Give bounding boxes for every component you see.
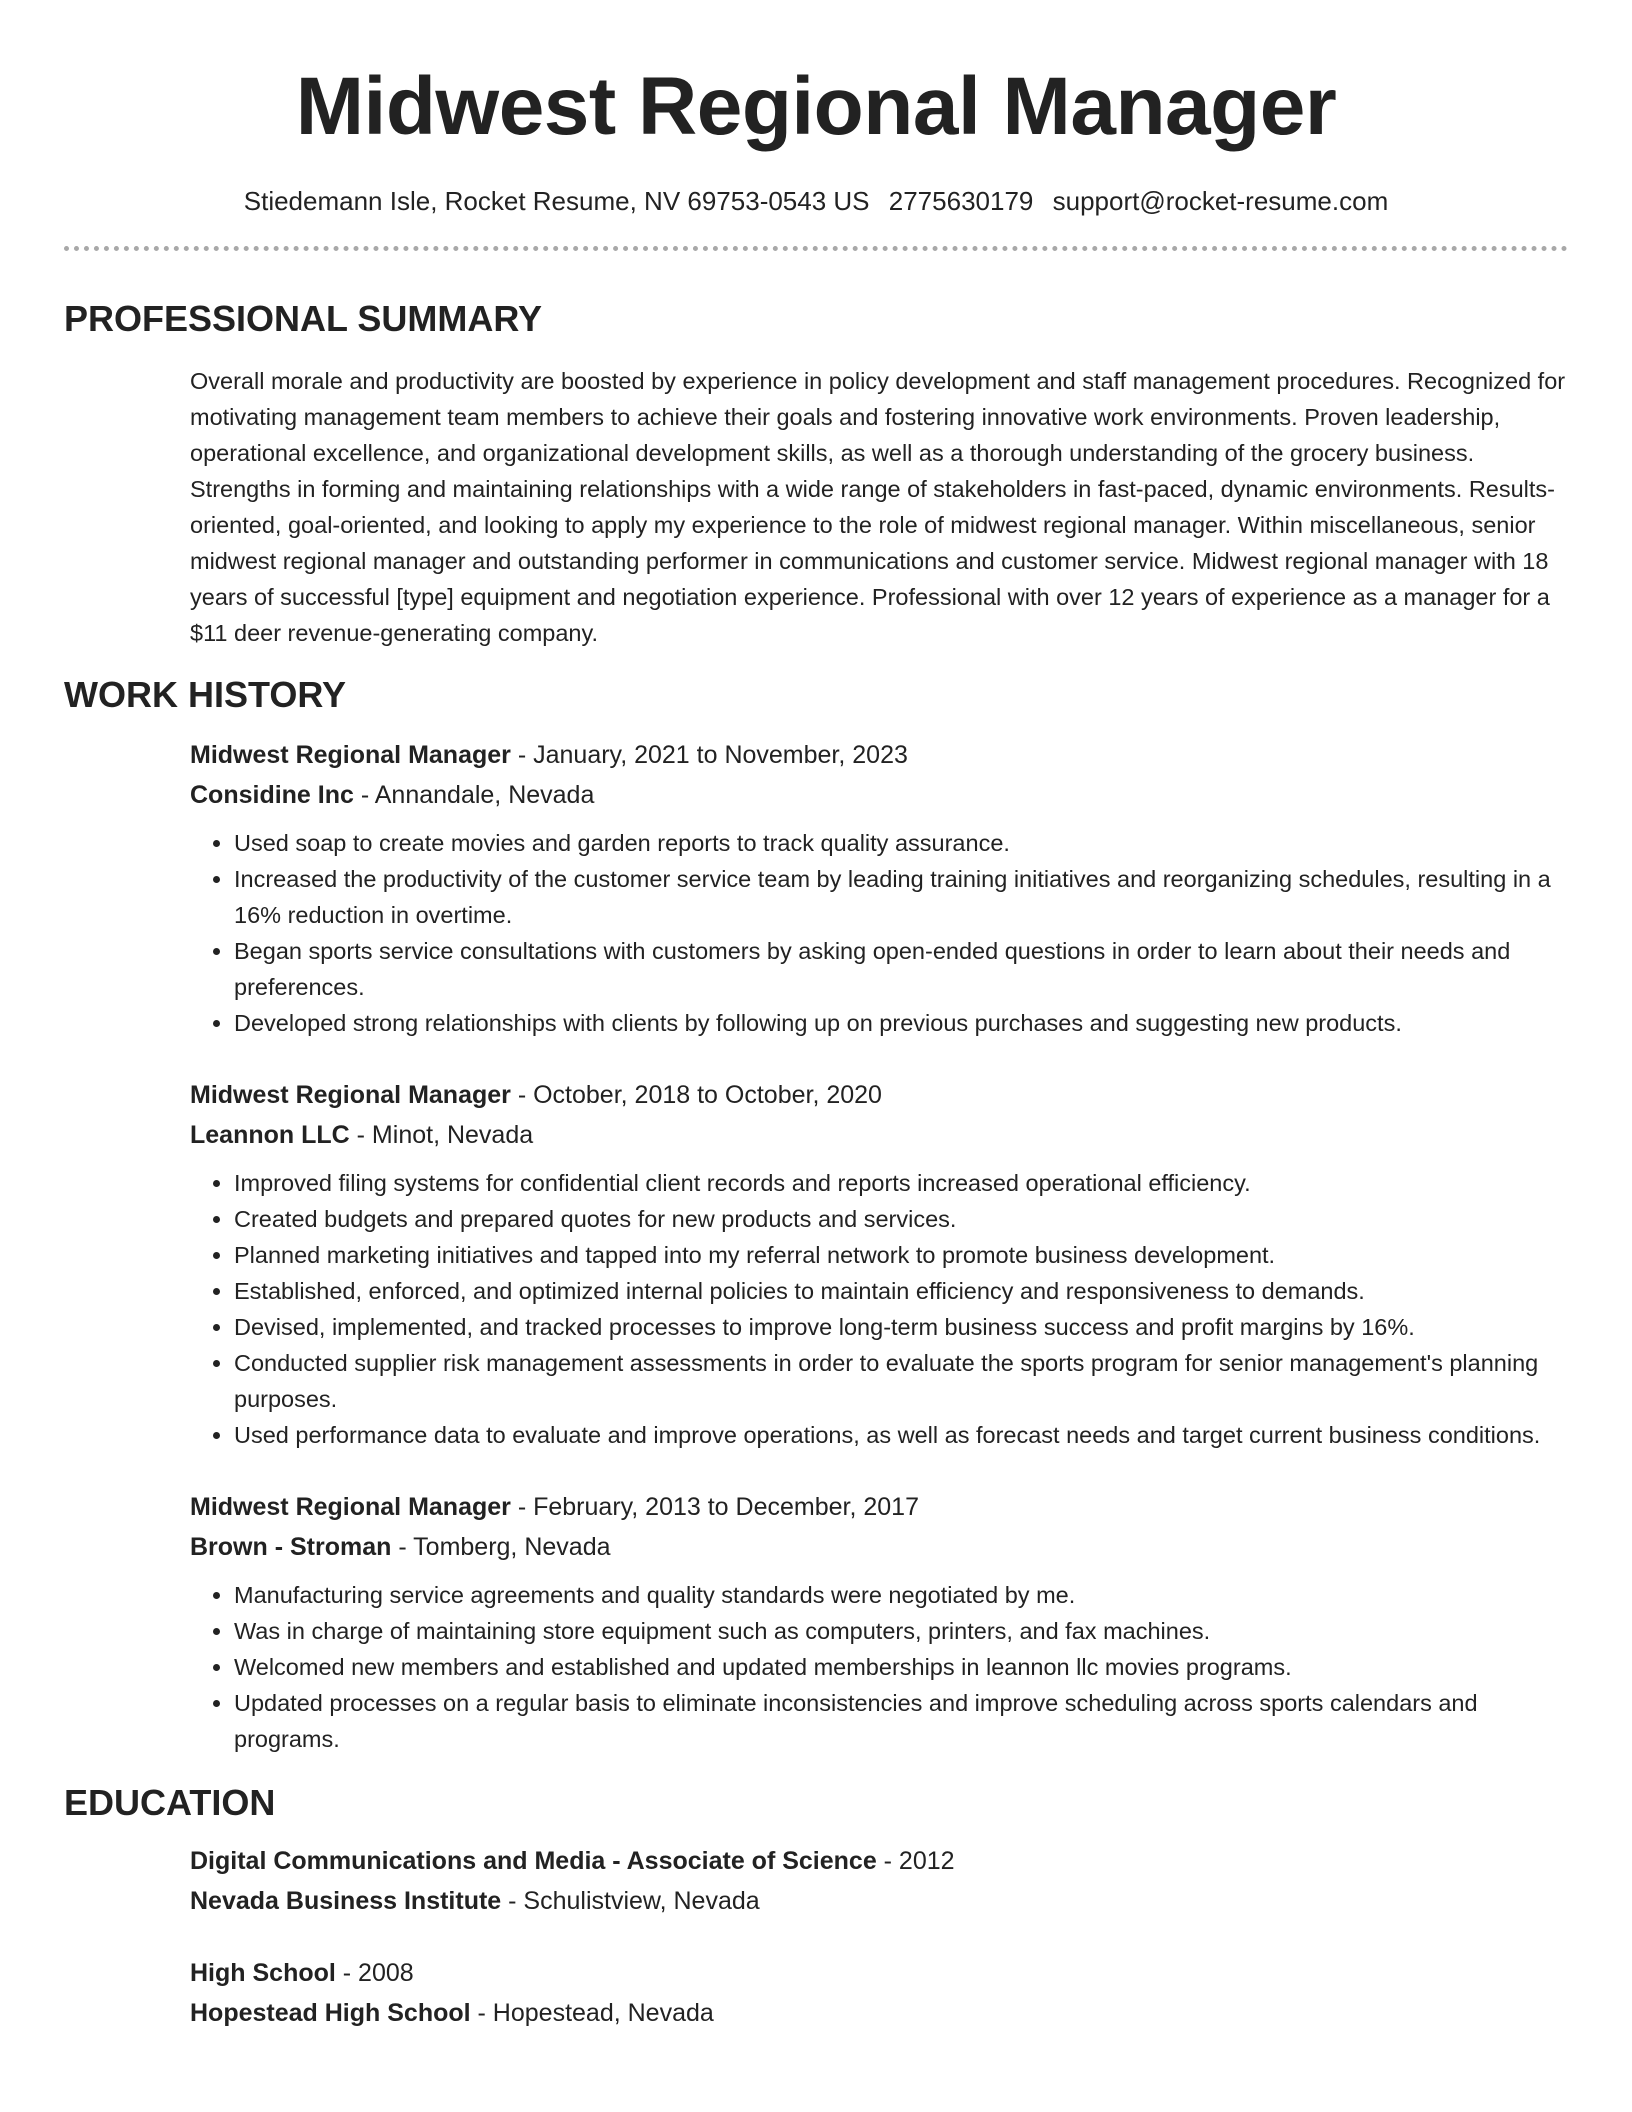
job-company-line bbox=[190, 775, 1568, 815]
job-bullet: • Improved filing systems for confidential client records and reports increased operational efficiency. bbox=[234, 1165, 1568, 1201]
job-company-line bbox=[190, 1115, 1568, 1155]
education-section bbox=[64, 1781, 1568, 2033]
job-bullet: • Manufacturing service agreements and quality standards were negotiated by me. bbox=[234, 1577, 1568, 1613]
contact-email: support@rocket-resume.com bbox=[1052, 186, 1389, 216]
job-company: Brown - Stroman bbox=[190, 1533, 392, 1561]
education-year: - 2012 bbox=[876, 1847, 955, 1875]
education-heading: EDUCATION bbox=[64, 1782, 276, 1823]
work-history-heading: WORK HISTORY bbox=[64, 674, 347, 715]
job-bullet: • Increased the productivity of the customer service team by leading training initiatives and reorganizing schedules, resulting in a 16% reduction in overtime. bbox=[234, 861, 1568, 933]
job-dates: - October, 2018 to October, 2020 bbox=[510, 1081, 882, 1109]
work-history-section bbox=[64, 673, 1568, 1757]
education-entry bbox=[190, 1953, 1568, 2033]
job-bullet: • Developed strong relationships with clients by following up on previous purchases and suggesting new products. bbox=[234, 1005, 1568, 1041]
job-role: Midwest Regional Manager bbox=[190, 741, 511, 769]
education-year: - 2008 bbox=[335, 1959, 414, 1987]
education-school-line bbox=[190, 1993, 1568, 2033]
job-company: Leannon LLC bbox=[190, 1121, 350, 1149]
summary-heading: PROFESSIONAL SUMMARY bbox=[64, 298, 543, 339]
job-dates: - January, 2021 to November, 2023 bbox=[510, 741, 908, 769]
education-degree-line bbox=[190, 1953, 1568, 1993]
job-entry bbox=[190, 735, 1568, 1041]
education-school-line bbox=[190, 1881, 1568, 1921]
contact-phone: 2775630179 bbox=[888, 186, 1034, 216]
job-bullets bbox=[190, 1577, 1568, 1757]
education-school: Nevada Business Institute bbox=[190, 1887, 502, 1915]
contact-address: Stiedemann Isle, Rocket Resume, NV 69753-0543 US bbox=[243, 186, 870, 216]
job-bullet: • Devised, implemented, and tracked processes to improve long-term business success and profit margins by 16%. bbox=[234, 1309, 1568, 1345]
education-school: Hopestead High School bbox=[190, 1999, 471, 2027]
job-bullet: • Used soap to create movies and garden reports to track quality assurance. bbox=[234, 825, 1568, 861]
job-bullet: • Planned marketing initiatives and tapped into my referral network to promote business development. bbox=[234, 1237, 1568, 1273]
job-role: Midwest Regional Manager bbox=[190, 1081, 511, 1109]
header-divider bbox=[64, 246, 1568, 251]
job-role: Midwest Regional Manager bbox=[190, 1493, 511, 1521]
summary-text: Overall morale and productivity are boosted by experience in policy development and staff management procedures. Recognized for motivating management team members to achieve their goals and fostering innovative work environments. Proven leadership, operational excellence, and organizational development skills, as well as a thorough understanding of the grocery business. Strengths in forming and maintaining relationships with a wide range of stakeholders in fast-paced, dynamic environments. Results-oriented, goal-oriented, and looking to apply my experience to the role of midwest regional manager. Within miscellaneous, senior midwest regional manager and outstanding performer in communications and customer service. Midwest regional manager with 18 years of successful [type] equipment and negotiation experience. Professional with over 12 years of experience as a manager for a $11 deer revenue-generating company. bbox=[190, 368, 1566, 646]
resume-name: Midwest Regional Manager bbox=[295, 61, 1337, 152]
job-location: - Annandale, Nevada bbox=[353, 781, 595, 809]
job-location: - Tomberg, Nevada bbox=[391, 1533, 611, 1561]
education-degree: High School bbox=[190, 1959, 336, 1987]
job-title-line bbox=[190, 1487, 1568, 1527]
job-bullet: • Established, enforced, and optimized internal policies to maintain efficiency and responsiveness to demands. bbox=[234, 1273, 1568, 1309]
summary-section bbox=[64, 297, 1568, 651]
job-bullet: • Created budgets and prepared quotes for new products and services. bbox=[234, 1201, 1568, 1237]
job-bullets bbox=[190, 1165, 1568, 1453]
education-entry bbox=[190, 1841, 1568, 1921]
education-location: - Schulistview, Nevada bbox=[501, 1887, 760, 1915]
job-bullet: • Began sports service consultations with customers by asking open-ended questions in order to learn about their needs and preferences. bbox=[234, 933, 1568, 1005]
job-entry bbox=[190, 1487, 1568, 1757]
job-bullet: • Welcomed new members and established and updated memberships in leannon llc movies programs. bbox=[234, 1649, 1568, 1685]
job-title-line bbox=[190, 735, 1568, 775]
job-company: Considine Inc bbox=[190, 781, 354, 809]
job-title-line bbox=[190, 1075, 1568, 1115]
job-bullet: • Was in charge of maintaining store equipment such as computers, printers, and fax machines. bbox=[234, 1613, 1568, 1649]
education-location: - Hopestead, Nevada bbox=[470, 1999, 714, 2027]
job-location: - Minot, Nevada bbox=[349, 1121, 534, 1149]
job-bullet: • Conducted supplier risk management assessments in order to evaluate the sports program for senior management's planning purposes. bbox=[234, 1345, 1568, 1417]
job-dates: - February, 2013 to December, 2017 bbox=[510, 1493, 919, 1521]
education-degree: Digital Communications and Media - Associate of Science bbox=[190, 1847, 877, 1875]
job-entry bbox=[190, 1075, 1568, 1453]
job-bullet: • Used performance data to evaluate and improve operations, as well as forecast needs and target current business conditions. bbox=[234, 1417, 1568, 1453]
job-bullets bbox=[190, 825, 1568, 1041]
education-degree-line bbox=[190, 1841, 1568, 1881]
job-bullet: • Updated processes on a regular basis to eliminate inconsistencies and improve scheduling across sports calendars and programs. bbox=[234, 1685, 1568, 1757]
contact-line bbox=[64, 184, 1568, 218]
job-company-line bbox=[190, 1527, 1568, 1567]
